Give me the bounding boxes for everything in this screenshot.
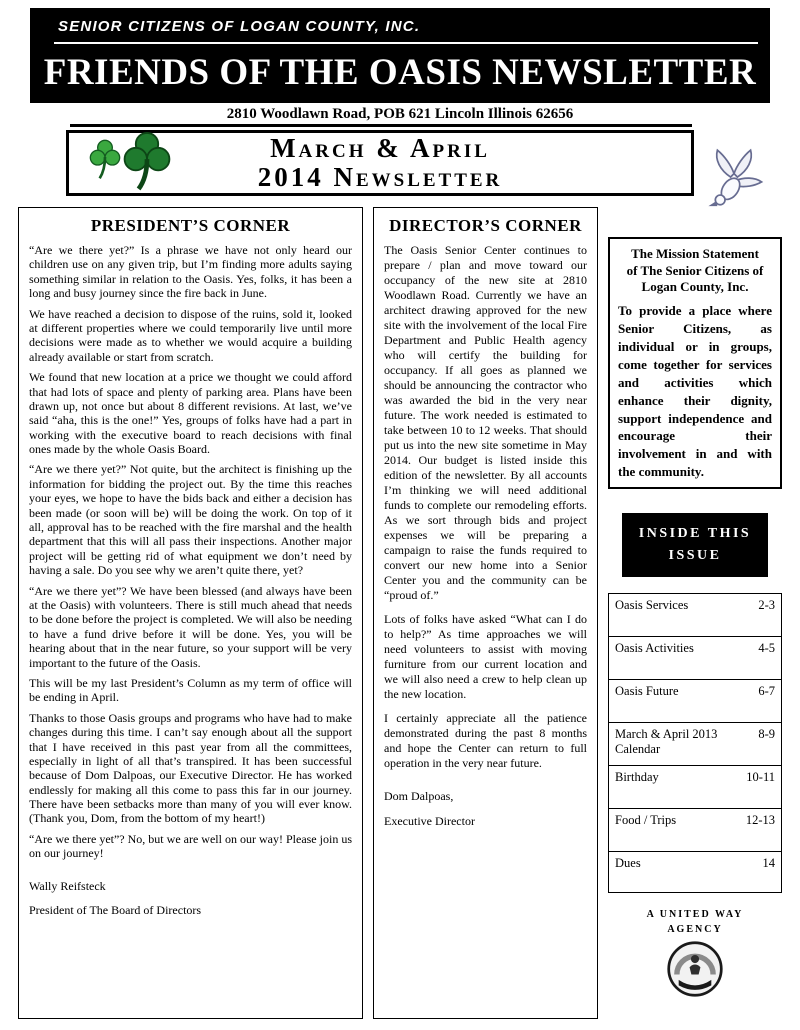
toc-label: Dues (615, 855, 641, 870)
toc-row (609, 594, 781, 637)
toc-row (609, 852, 781, 892)
org-name: SENIOR CITIZENS OF LOGAN COUNTY, INC. (58, 18, 421, 35)
toc-pages: 2-3 (758, 597, 775, 612)
banner-month: March & April (270, 133, 490, 163)
mission-statement-box (608, 237, 782, 489)
toc-label: Oasis Services (615, 597, 689, 612)
mission-title-line: Logan County, Inc. (641, 279, 749, 295)
toc-row (609, 766, 781, 809)
directors-corner-title: DIRECTOR’S CORNER (389, 216, 582, 235)
newsletter-title: FRIENDS OF THE OASIS NEWSLETTER (43, 52, 757, 93)
toc-pages: 6-7 (758, 683, 775, 698)
directors-corner-section (373, 207, 598, 1019)
director-paragraph: I certainly appreciate all the patience demonstrated during the past 8 months and hope the Center can return to full operation in the very near future. (384, 711, 587, 770)
toc-pages: 4-5 (758, 640, 775, 655)
united-way-line1: A UNITED WAY (646, 908, 744, 920)
president-paragraph: We have reached a decision to dispose of the ruins, sold it, looked at different properties where we could temporarily live until more decisions were made as to whether we would acquire a building already available or start from scratch. (29, 306, 352, 364)
right-rail (608, 207, 782, 1019)
address-line: 2810 Woodlawn Road, POB 621 Lincoln Illinois 62656 (226, 106, 574, 122)
president-signature (29, 879, 352, 918)
toc-label: March & April 2013 Calendar (615, 726, 718, 757)
united-way-emblem (608, 907, 782, 1003)
inside-this-issue-header: INSIDE THIS ISSUE (622, 513, 768, 576)
toc-row (609, 809, 781, 852)
director-signature (384, 789, 587, 829)
toc-pages: 8-9 (758, 726, 775, 741)
issue-banner (66, 130, 694, 196)
content-columns (18, 207, 782, 1019)
director-paragraph: Lots of folks have asked “What can I do to help?” As time approaches we will need volunteers to assist with moving furniture from our current location and we will also need a crew to help clean up the new location. (384, 612, 587, 701)
toc-label: Birthday (615, 769, 659, 784)
presidents-corner-title: PRESIDENT’S CORNER (90, 216, 291, 235)
united-way-line2: AGENCY (667, 923, 723, 935)
mission-title (618, 246, 772, 296)
banner-year: 2014 Newsletter (257, 162, 503, 193)
presidents-corner-section (18, 207, 363, 1019)
toc-row (609, 723, 781, 766)
toc-label: Oasis Future (615, 683, 679, 698)
signature-name: Wally Reifsteck (29, 878, 106, 893)
director-paragraph: The Oasis Senior Center continues to prepare / plan and move toward our occupancy of the new site at 2810 Woodlawn Road. Currently we have an architect drawing approved for the new site with the involvement of the local Fire Department and Public Health agency who will certify the building for occupancy. If all goes as planned we should be announcing the contractor who was awarded the bid in the very near future. The work needed is estimated to take between 10 to 12 weeks. That should put us into the new site sometime in May 2014. Our budget is listed inside this edition of the newsletter. By all accounts I’m thinking we will need additional funds to complete our remodeling efforts. As we sort through bids and project expenses we will be preparing a campaign to raise the funds required to convert our new home into a Senior Center you and the community can be “proud of.” (384, 243, 587, 602)
toc-pages: 12-13 (745, 812, 775, 827)
president-paragraph: “Are we there yet”? No, but we are well on our way! Please join us on our journey! (29, 831, 352, 861)
toc-label: Food / Trips (615, 812, 677, 827)
united-way-logo-icon (608, 940, 782, 1003)
masthead (30, 8, 770, 103)
toc-row (609, 637, 781, 680)
table-of-contents (608, 593, 782, 893)
toc-label: Oasis Activities (615, 640, 694, 655)
signature-name: Dom Dalpoas, (384, 789, 454, 803)
president-paragraph: “Are we there yet”? We have been blessed (and always have been at the Oasis) with volunteers. There is still much ahead that needs to be done before the project is completed. We will also be needing to have a fund drive before it will be done. Yes, you will be hearing about that in the near future, so your support will be very important to the future of the Oasis. (29, 583, 352, 670)
mission-title-line: of The Senior Citizens of (626, 262, 764, 278)
mission-body: To provide a place where Senior Citizens, as individual or in groups, come together for services and activities which enhance their dignity, support independence and encourage their involvement in and with the community. (618, 302, 772, 480)
president-paragraph: Thanks to those Oasis groups and programs who have had to make changes during this time. I can’t say enough about all the support that I have received in this past year from all the committees, especially in light of all that’s transpired. It has been successful because of Dom Dalpoas, our Executive Director. He has worked endlessly for making all this come to pass this far in our journey. There have been setbacks more than many of you will ever know. (Thank you, Dom, from the bottom of my heart!) (29, 710, 352, 826)
united-way-text (608, 907, 782, 937)
president-paragraph: “Are we there yet?” Not quite, but the architect is finishing up the information for bidding the project out. By the time this reaches your eyes, we hope to have the bids back and either a decision has been made (or soon will be) will be doing the work. On top of it all, approval has to be reached with the fire marshal and the health department that this will all pass their inspections. Another major project will be getting rid of what equipment we don’t need by having a sale. Do you see why we aren’t quite there, yet? (29, 462, 352, 578)
mission-title-line: The Mission Statement (631, 246, 759, 261)
toc-pages: 10-11 (746, 769, 775, 784)
president-paragraph: This will be my last President’s Column as my term of office will be ending in April. (29, 675, 352, 705)
president-paragraph: “Are we there yet?” Is a phrase we have not only heard our children use on any given trip, but I’m finding more adults saying something similar in relation to the Oasis. Yes, folks, it has been a long and busy journey since the fire back in June. (29, 243, 352, 301)
president-paragraph: We found that new location at a price we thought we could afford that had lots of space and plenty of parking area. Plans have been drawn up, not once but about 8 different revisions. At last, we’ve said “aha, this is the one!” Yes, groups of folks have had a part in working with the executive board to reach decisions with final ones made by the whole Oasis Board. (29, 370, 352, 457)
toc-pages: 14 (762, 855, 775, 870)
signature-role: Executive Director (384, 814, 475, 828)
signature-role: President of The Board of Directors (29, 903, 202, 918)
banner-text (69, 134, 691, 192)
banner-top-rule (70, 124, 692, 127)
toc-row (609, 680, 781, 723)
